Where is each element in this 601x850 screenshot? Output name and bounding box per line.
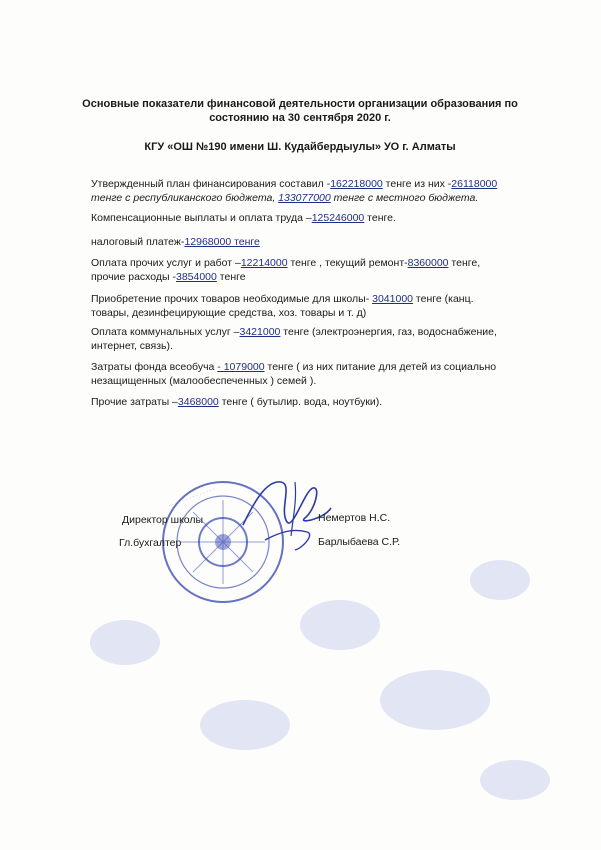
utilities-text-2: тенге (электроэнергия, газ, водоснабжение, (280, 326, 497, 338)
services-text: Оплата прочих услуг и работ – (91, 257, 241, 269)
goods-paragraph (91, 293, 561, 320)
vseobuch-paragraph (91, 361, 561, 388)
services-text-3: тенге, (448, 257, 481, 269)
ink-blot (480, 760, 550, 800)
other-costs-text: Прочие затраты – (91, 396, 178, 408)
plan-local-value: 133077000 (278, 191, 331, 204)
plan-text-2: тенге из них - (382, 178, 452, 190)
tax-text: налоговый платеж- (91, 236, 185, 248)
services-value: 12214000 (240, 257, 288, 269)
document-title: Основные показатели финансовой деятельности организации образования по состоянию на 30 сентября 2020 г. (82, 98, 518, 124)
ink-blot (470, 560, 530, 600)
utilities-value: 3421000 (239, 326, 281, 338)
other-expenses-text: прочие расходы - (91, 270, 176, 283)
goods-text-2: тенге (канц. (413, 293, 474, 305)
services-paragraph (91, 257, 561, 284)
document-subtitle: КГУ «ОШ №190 имени Ш. Кудайбердыулы» УО г. Алматы (144, 141, 456, 153)
plan-total-value: 162218000 (330, 178, 383, 190)
goods-text-3: товары, дезинфецирующие средства, хоз. товары и т. д) (91, 306, 367, 319)
tax-paragraph (91, 236, 561, 250)
vseobuch-text-2: тенге ( из них питание для детей из социально (264, 361, 497, 373)
director-name: Немертов Н.С. (318, 512, 391, 524)
utilities-text-3: интернет, связь). (91, 339, 173, 352)
salary-value: 125246000 (311, 212, 365, 224)
services-text-2: тенге , текущий ремонт- (287, 257, 408, 269)
plan-paragraph (91, 178, 561, 205)
repair-value: 8360000 (407, 257, 449, 269)
salary-text: Компенсационные выплаты и оплата труда – (91, 212, 312, 224)
ink-blot (300, 600, 380, 650)
plan-text-4: тенге с местного бюджета. (330, 191, 479, 204)
goods-value: 3041000 (372, 293, 414, 305)
accountant-name: Барлыбаева С.Р. (318, 536, 400, 548)
other-expenses-text-2: тенге (216, 270, 246, 283)
vseobuch-value: - 1079000 (217, 361, 265, 373)
plan-text: Утвержденный план финансирования составил - (91, 178, 331, 190)
other-costs-paragraph (91, 396, 561, 410)
svg-text:· · · · · · · · · · · · · ·: · · · · · · · · · · · · · · (167, 486, 217, 510)
tax-value: 12968000 тенге (184, 236, 260, 248)
vseobuch-text-3: незащищенных (малообеспеченных ) семей ). (91, 374, 317, 387)
salary-text-2: тенге. (364, 212, 396, 224)
salary-paragraph (91, 212, 561, 226)
utilities-text: Оплата коммунальных услуг – (91, 326, 240, 338)
director-label: Директор школы (122, 514, 204, 526)
goods-text: Приобретение прочих товаров необходимые для школы- (91, 293, 373, 305)
ink-blot (200, 700, 290, 750)
accountant-label: Гл.бухгалтер (119, 537, 182, 549)
vseobuch-text: Затраты фонда всеобуча (91, 361, 218, 373)
other-expenses-value: 3854000 (175, 270, 217, 283)
other-costs-text-2: тенге ( бутылир. вода, ноутбуки). (218, 396, 383, 408)
plan-text-3: тенге с республиканского бюджета, (91, 191, 279, 204)
plan-republic-value: 26118000 (451, 178, 498, 190)
ink-blot (380, 670, 490, 730)
utilities-paragraph (91, 326, 561, 353)
other-costs-value: 3468000 (177, 396, 219, 408)
ink-blot (90, 620, 160, 665)
